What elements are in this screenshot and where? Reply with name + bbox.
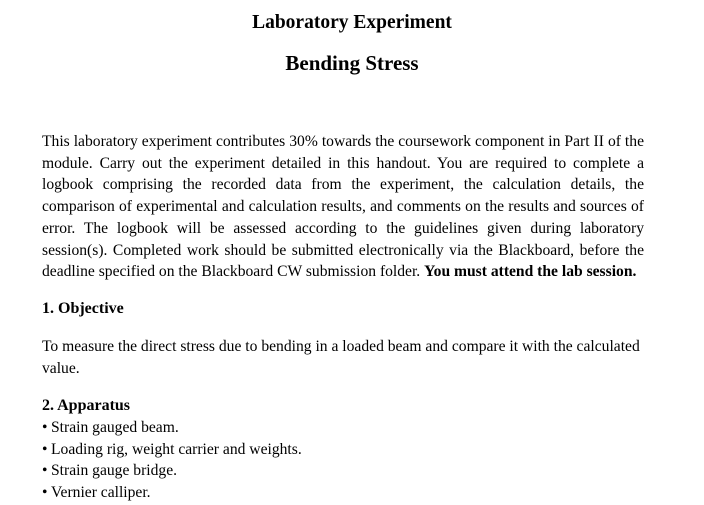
intro-emphasis: You must attend the lab session. — [424, 263, 637, 281]
apparatus-item — [42, 439, 302, 461]
bullet-icon: • — [42, 483, 48, 501]
bullet-icon: • — [42, 440, 48, 458]
objective-text: To measure the direct stress due to bending in a loaded beam and compare it with the calculated value. — [42, 338, 640, 377]
bullet-icon: • — [42, 419, 48, 436]
document-title: Laboratory Experiment — [252, 12, 452, 33]
apparatus-list — [42, 417, 302, 503]
apparatus-heading: 2. Apparatus — [42, 397, 131, 414]
apparatus-item — [42, 482, 302, 504]
apparatus-item — [42, 460, 302, 482]
intro-paragraph — [42, 131, 644, 283]
intro-text: This laboratory experiment contributes 30% towards the coursework component in Part II of the module. Carry out the experiment detailed in this handout. You are required to complete a logbook comprising the recorded data from the experiment, the calculation details, the comparison of experimental and calculation results, and comments on the results and sources of error. The logbook will be assessed according to the guidelines given during laboratory session(s). Completed work should be submitted electronically via the Blackboard, before the deadline specified on the Blackboard CW submission folder. — [42, 133, 644, 281]
apparatus-item-label: Loading rig, weight carrier and weights. — [51, 440, 302, 458]
objective-heading: 1. Objective — [42, 300, 124, 317]
apparatus-item-label: Strain gauged beam. — [51, 419, 179, 436]
apparatus-item-label: Vernier calliper. — [51, 483, 151, 501]
apparatus-item — [42, 417, 302, 439]
bullet-icon: • — [42, 462, 48, 480]
apparatus-item-label: Strain gauge bridge. — [51, 462, 178, 480]
document-subtitle: Bending Stress — [285, 51, 419, 75]
